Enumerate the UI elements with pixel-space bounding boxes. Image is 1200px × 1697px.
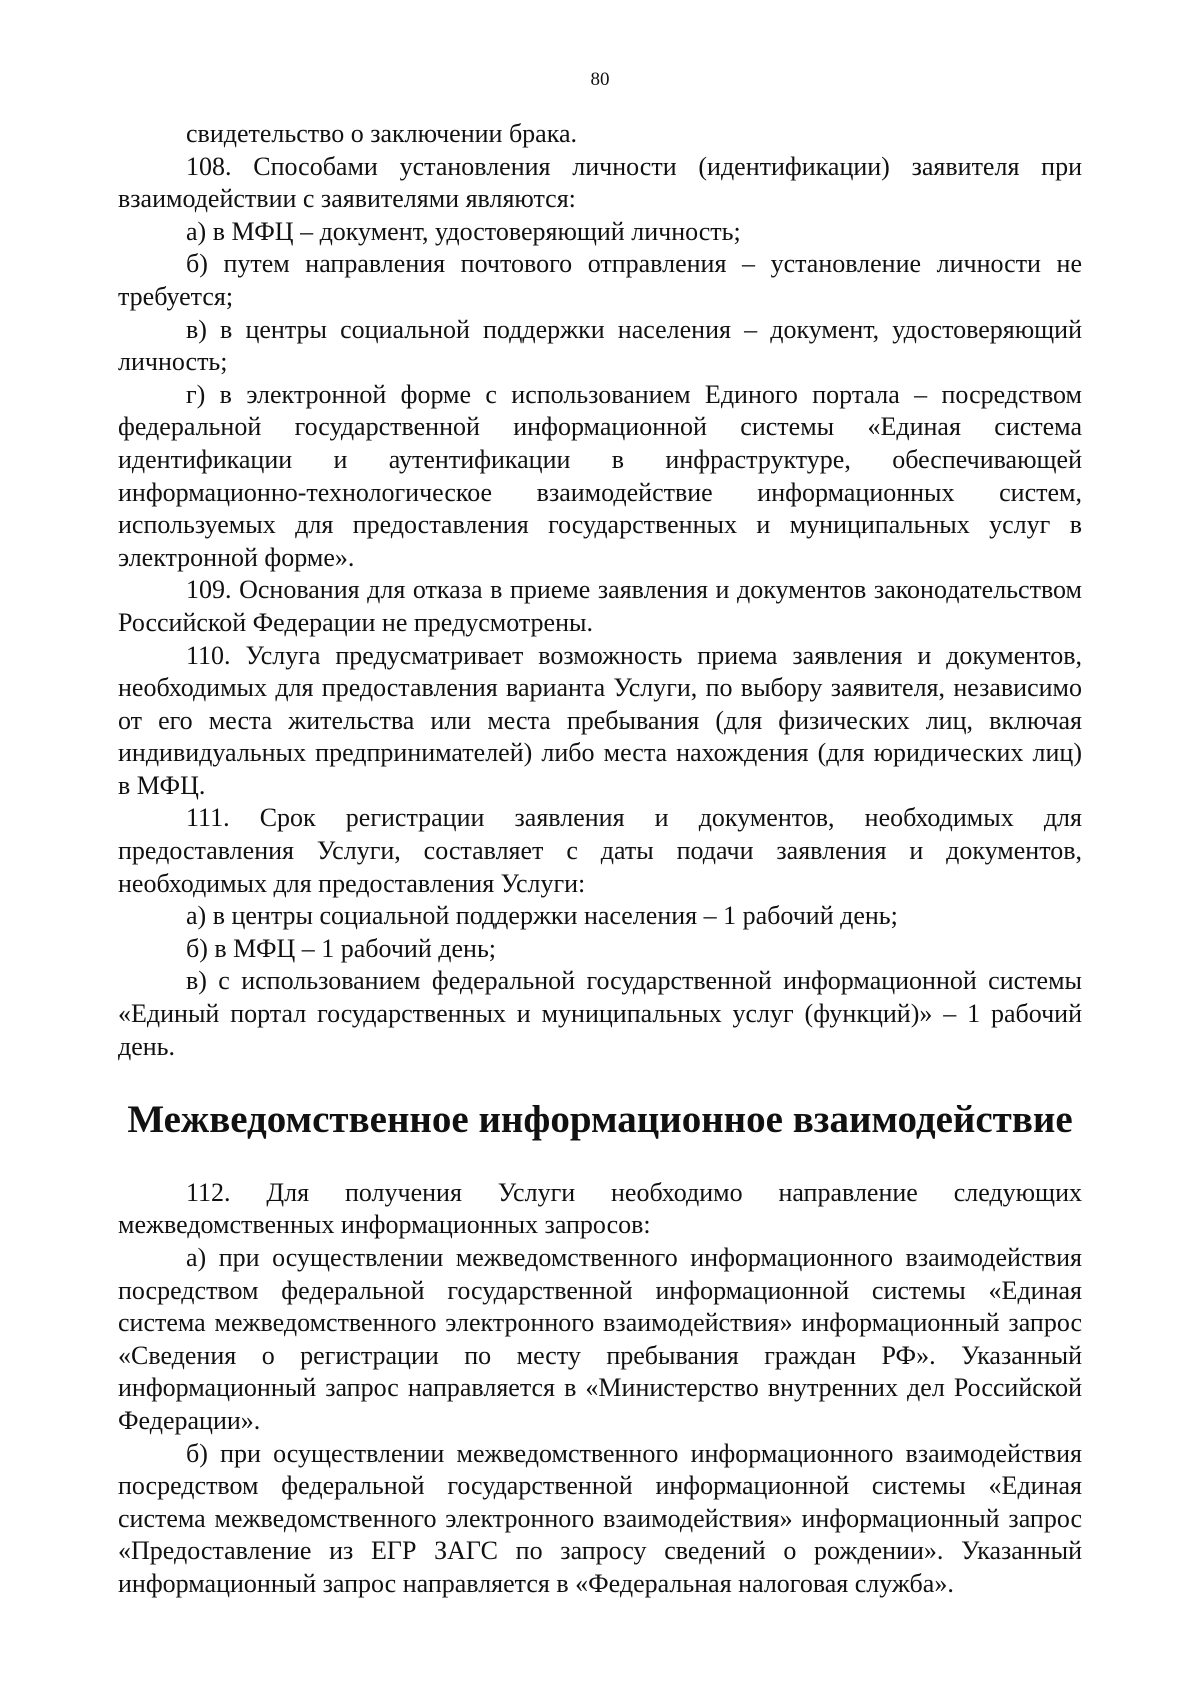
- paragraph-111-a: а) в центры социальной поддержки населения – 1 рабочий день;: [186, 901, 898, 931]
- section-heading: Межведомственное информационное взаимодействие: [127, 1098, 1073, 1142]
- page-number: 80: [590, 69, 610, 90]
- paragraph-111: 111. Срок регистрации заявления и документов, необходимых для предоставления Услуги, составляет с даты подачи заявления и документов, необходимых для предоставления Услуги:: [118, 803, 1082, 898]
- paragraph-112-b: б) при осуществлении межведомственного информационного взаимодействия посредством федеральной государственной информационной системы «Единая система межведомственного электронного взаимодействия» информационный запрос «Предоставление из ЕГР ЗАГС по запросу сведений о рождении». Указанный информационный запрос направляется в «Федеральная налоговая служба».: [118, 1438, 1082, 1598]
- paragraph-111-b: б) в МФЦ – 1 рабочий день;: [186, 933, 497, 963]
- paragraph-111-v: в) с использованием федеральной государственной информационной системы «Единый портал государственных и муниципальных услуг (функций)» – 1 рабочий день.: [118, 966, 1082, 1061]
- paragraph-108-v: в) в центры социальной поддержки населения – документ, удостоверяющий личность;: [118, 314, 1082, 377]
- paragraph-112: 112. Для получения Услуги необходимо направление следующих межведомственных информационных запросов:: [118, 1177, 1082, 1240]
- paragraph-108-g: г) в электронной форме с использованием Единого портала – посредством федеральной государственной информационной системы «Единая система идентификации и аутентификации в инфраструктуре, обеспечивающей информационно-технологическое взаимодействие информационных систем, используемых для предоставления государственных и муниципальных услуг в электронной форме».: [118, 379, 1082, 572]
- paragraph-marriage-certificate: свидетельство о заключении брака.: [186, 119, 577, 148]
- paragraph-108-a: а) в МФЦ – документ, удостоверяющий личность;: [186, 216, 741, 246]
- paragraph-108-b: б) путем направления почтового отправления – установление личности не требуется;: [118, 249, 1082, 311]
- paragraph-110: 110. Услуга предусматривает возможность приема заявления и документов, необходимых для предоставления варианта Услуги, по выбору заявителя, независимо от его места жительства или места пребывания (для физических лиц, включая индивидуальных предпринимателей) либо места нахождения (для юридических лиц) в МФЦ.: [118, 640, 1082, 800]
- paragraph-112-a: а) при осуществлении межведомственного информационного взаимодействия посредством федеральной государственной информационной системы «Единая система межведомственного электронного взаимодействия» информационный запрос «Сведения о регистрации по месту пребывания граждан РФ». Указанный информационный запрос направляется в «Министерство внутренних дел Российской Федерации».: [118, 1243, 1082, 1435]
- paragraph-109: 109. Основания для отказа в приеме заявления и документов законодательством Российской Федерации не предусмотрены.: [118, 575, 1082, 637]
- document-body: [118, 118, 1082, 1601]
- paragraph-108: 108. Способами установления личности (идентификации) заявителя при взаимодействии с заявителями являются:: [118, 151, 1082, 214]
